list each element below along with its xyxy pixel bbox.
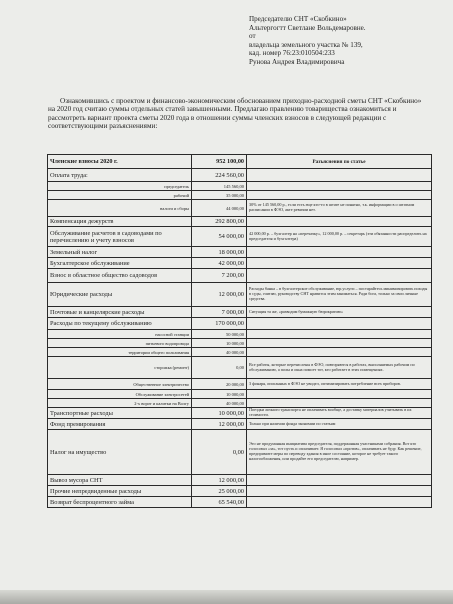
row-amount: 42 000,00 (192, 258, 247, 269)
header-explanation: Разъяснения по статье (247, 155, 432, 169)
row-explanation: 30% от 145 560,00 р., если есть еще кто-то в штате не понятно, т.к. информации в о штатном расписании в ФЭО, акте ревизии нет. (247, 200, 432, 217)
table-header-row (48, 155, 432, 169)
row-amount: 10 000,00 (192, 339, 247, 348)
row-amount: 145 560,00 (192, 182, 247, 191)
table-row (48, 475, 432, 486)
table-row (48, 399, 432, 408)
row-amount: 50 000,00 (192, 330, 247, 339)
table-row (48, 330, 432, 339)
row-amount: 65 540,00 (192, 497, 247, 508)
row-explanation: Ситуация та же, «разводим бумажную бюрократию» (247, 307, 432, 318)
row-label: Земельный налог (48, 247, 192, 258)
row-amount: 224 560,00 (192, 169, 247, 182)
address-line: от (249, 32, 256, 41)
row-explanation (247, 191, 432, 200)
intro-paragraph: Ознакомившись с проектом и финансово-экономическим обоснованием приходно-расходной сметы СНТ «Скобкино» на 2020 год считаю суммы отдельных статей завышенными. Предлагаю правлению товарищества ознакомиться и рассмотреть вариант проекта сметы 2020 года в отношении суммы членских взносов в следующей редакции с соответствующими разъяснениями: (48, 97, 422, 131)
row-explanation (247, 318, 432, 330)
table-row (48, 217, 432, 227)
row-label: Общественное электричество (48, 379, 192, 390)
row-explanation (247, 475, 432, 486)
row-label: Прочие непредвиденные расходы (48, 486, 192, 497)
table-row (48, 283, 432, 307)
table-row (48, 497, 432, 508)
row-label: территории общего пользования (48, 348, 192, 357)
header-amount: 952 100,00 (192, 155, 247, 169)
row-label: насосной станции (48, 330, 192, 339)
address-line: владельца земельного участка № 139, (249, 40, 363, 49)
table-row (48, 227, 432, 247)
table-row (48, 379, 432, 390)
row-amount: 18 000,00 (192, 247, 247, 258)
row-amount: 20 000,00 (192, 379, 247, 390)
table-row (48, 430, 432, 475)
row-amount: 54 000,00 (192, 227, 247, 247)
address-line: Председателю СНТ «Скобкино» (249, 15, 347, 23)
table-row (48, 200, 432, 217)
address-line: кад. номер 76:23:010504:233 (249, 49, 335, 58)
row-amount: 44 000,00 (192, 200, 247, 217)
table-row (48, 258, 432, 269)
table-row (48, 348, 432, 357)
table-row (48, 269, 432, 283)
row-label: питьевого водопровода (48, 339, 192, 348)
row-explanation: 42 000,00 р. – бухгалтер на «перечачку», 12 000,00 р. – секретарь (эти обязанности распределить на председателя и бухгалтера) (247, 227, 432, 247)
page-edge-shadow (0, 590, 453, 604)
row-explanation (247, 348, 432, 357)
row-amount: 35 000,00 (192, 191, 247, 200)
row-amount: 0,00 (192, 430, 247, 475)
row-amount: 0,00 (192, 357, 247, 379)
row-explanation: Это не продуманная инициатива председателя, поддержанная участниками собрания. Вот кто голосовал «за», тот пусть и оплачивает. Я голосовал «против», оплачивать не буду. Как решение, предпримите меры по переводу здания в иное состояние, которое не требует такого налогообложения, или продайте его председателю, например. (247, 430, 432, 475)
row-label: Фонд премирования (48, 419, 192, 430)
row-explanation (247, 390, 432, 399)
row-explanation (247, 169, 432, 182)
table-row (48, 191, 432, 200)
row-explanation: Только при наличии фонда экономии по статьям (247, 419, 432, 430)
row-label: Взнос в областное общество садоводов (48, 269, 192, 283)
row-explanation (247, 339, 432, 348)
row-label: сторожка (ремонт) (48, 357, 192, 379)
row-label: Налог на имущество (48, 430, 192, 475)
row-amount: 12 000,00 (192, 475, 247, 486)
address-line: Рунова Андрея Владимировича (249, 57, 345, 66)
row-label: 2-х ворот и калитки на Волгу (48, 399, 192, 408)
row-explanation: 3 фонаря, описанных в ФЭО не увидел, оптимизировать потребление всех приборов. (247, 379, 432, 390)
row-explanation: Расходы банка – в бухгалтерское обслуживание, юр.услуги – постарайтесь минимизировать походы в суды, считаю, руководству СНТ нравится этим заниматься. Ради бога, только за свои личные средства. (247, 283, 432, 307)
row-explanation (247, 247, 432, 258)
row-amount: 12 000,00 (192, 283, 247, 307)
row-label: председатель (48, 182, 192, 191)
row-label: налоги и сборы (48, 200, 192, 217)
row-label: рабочий (48, 191, 192, 200)
row-amount: 7 000,00 (192, 307, 247, 318)
row-amount: 40 000,00 (192, 399, 247, 408)
table-row (48, 419, 432, 430)
row-label: Почтовые и канцелярские расходы (48, 307, 192, 318)
row-label: Компенсация дежурств (48, 217, 192, 227)
table-row (48, 182, 432, 191)
table-row (48, 408, 432, 419)
row-amount: 12 000,00 (192, 419, 247, 430)
header-label: Членские взносы 2020 г. (48, 155, 192, 169)
table-row (48, 390, 432, 399)
row-amount: 25 000,00 (192, 486, 247, 497)
row-label: Юридические расходы (48, 283, 192, 307)
row-label: Бухгалтерское обслуживание (48, 258, 192, 269)
row-explanation (247, 258, 432, 269)
table-row (48, 339, 432, 348)
table-row (48, 247, 432, 258)
row-explanation (247, 486, 432, 497)
row-label: Возврат беспроцентного займа (48, 497, 192, 508)
row-amount: 292 800,00 (192, 217, 247, 227)
row-explanation (247, 497, 432, 508)
row-explanation (247, 399, 432, 408)
row-explanation: Поездки личного транспорта не оплачивать вообще, а доставку материалов учитывать в их стоимости. (247, 408, 432, 419)
row-amount: 10 000,00 (192, 390, 247, 399)
row-label: Транспортные расходы (48, 408, 192, 419)
row-label: Обслуживание электросетей (48, 390, 192, 399)
row-amount: 170 000,00 (192, 318, 247, 330)
row-explanation (247, 182, 432, 191)
addressee-block (249, 15, 449, 67)
table-row (48, 307, 432, 318)
table-row (48, 357, 432, 379)
row-label: Обслуживание расчетов в садоводами по перечислению и учету взносов (48, 227, 192, 247)
row-explanation (247, 217, 432, 227)
table-row (48, 169, 432, 182)
budget-table (47, 154, 432, 508)
row-amount: 40 000,00 (192, 348, 247, 357)
address-line: Альтергогтт Светлане Вольдемаровне. (249, 23, 366, 32)
row-explanation (247, 330, 432, 339)
row-amount: 10 000,00 (192, 408, 247, 419)
row-explanation: Все работы, которые перечислены в ФЭО, повторяются в работах, выполняемых рабочим по обслуживанию, а полы и окна помоет тот, кто работает в этих помещениях. (247, 357, 432, 379)
table-row (48, 486, 432, 497)
row-label: Расходы по текущему обслуживанию (48, 318, 192, 330)
row-explanation (247, 269, 432, 283)
row-label: Вывоз мусора СНТ (48, 475, 192, 486)
table-row (48, 318, 432, 330)
row-amount: 7 200,00 (192, 269, 247, 283)
row-label: Оплата труда: (48, 169, 192, 182)
